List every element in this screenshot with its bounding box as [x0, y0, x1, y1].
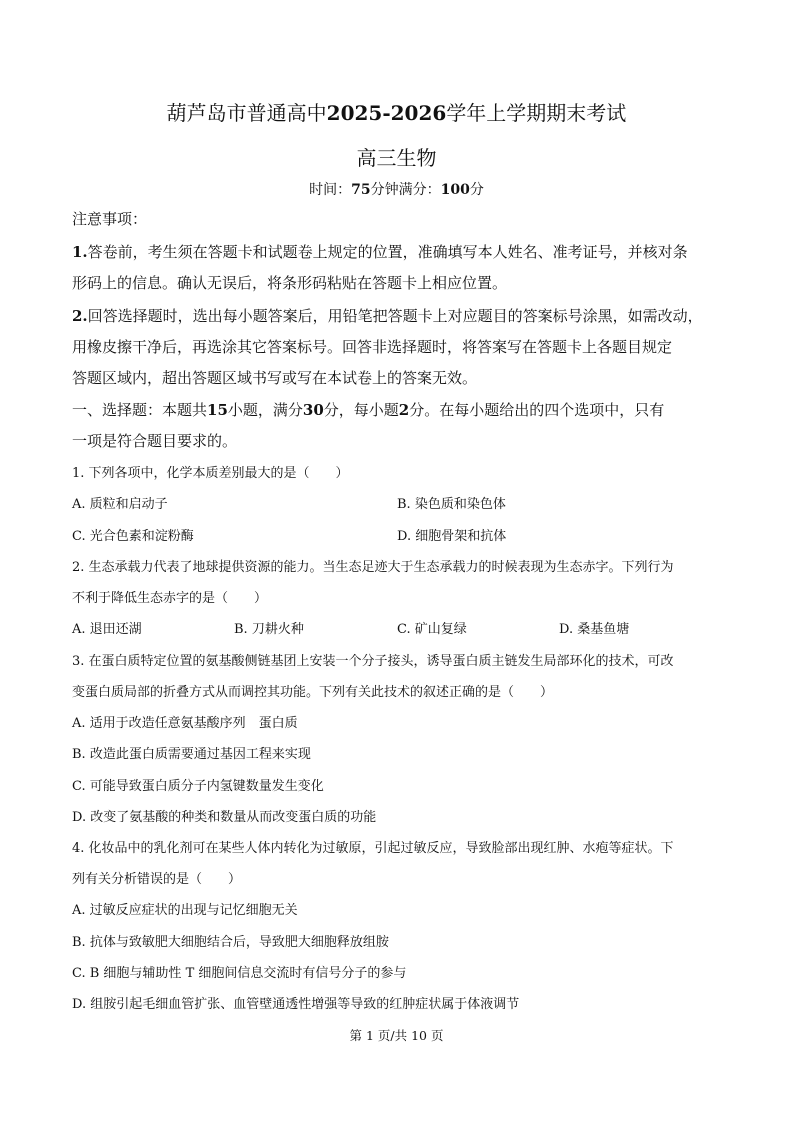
notice-item-2-cont: 答题区域内，超出答题区域书写或写在本试卷上的答案无效。: [72, 369, 478, 387]
question-3-option-d: D. 改变了氨基酸的种类和数量从而改变蛋白质的功能: [72, 810, 377, 825]
exam-title: 葫芦岛市普通高中2025-2026学年上学期期末考试: [166, 101, 627, 125]
notice-item-2: 2.回答选择题时，选出每小题答案后，用铅笔把答题卡上对应题目的答案标号涂黑，如需改动，: [72, 307, 703, 325]
question-2-stem: 2. 生态承载力代表了地球提供资源的能力。当生态足迹大于生态承载力的时候表现为生态赤字。下列行为: [72, 560, 674, 575]
exam-subject: 高三生物: [356, 146, 437, 170]
question-1-option-b: B. 染色质和染色体: [397, 497, 506, 512]
exam-time-score: 时间：75分钟满分：100分: [309, 182, 484, 198]
question-4-option-a: A. 过敏反应症状的出现与记忆细胞无关: [72, 903, 298, 918]
question-3-option-b: B. 改造此蛋白质需要通过基因工程来实现: [72, 747, 311, 762]
question-1-option-c: C. 光合色素和淀粉酶: [72, 529, 194, 544]
section-heading-cont: 一项是符合题目要求的。: [72, 432, 238, 450]
question-4-stem-cont: 列有关分析错误的是（ ）: [72, 872, 242, 887]
question-2-option-a: A. 退田还湖: [72, 622, 142, 637]
question-1-option-d: D. 细胞骨架和抗体: [397, 529, 507, 544]
exam-year: 2025-2026: [326, 101, 447, 125]
question-2-option-d: D. 桑基鱼塘: [559, 622, 630, 637]
question-4-stem: 4. 化妆品中的乳化剂可在某些人体内转化为过敏原，引起过敏反应，导致脸部出现红肿、水疱等症状。下: [72, 841, 674, 856]
question-4-option-b: B. 抗体与致敏肥大细胞结合后，导致肥大细胞释放组胺: [72, 935, 389, 950]
question-2-option-c: C. 矿山复绿: [397, 622, 467, 637]
question-1-option-a: A. 质粒和启动子: [72, 497, 168, 512]
notice-item-2-cont: 用橡皮擦干净后，再选涂其它答案标号。回答非选择题时，将答案写在答题卡上各题目规定: [72, 338, 673, 356]
question-1-stem: 1. 下列各项中，化学本质差别最大的是（ ）: [72, 466, 349, 481]
question-4-option-d: D. 组胺引起毛细血管扩张、血管壁通透性增强等导致的红肿症状属于体液调节: [72, 997, 520, 1012]
question-3-option-c: C. 可能导致蛋白质分子内氢键数量发生变化: [72, 779, 324, 794]
question-3-stem-cont: 变蛋白质局部的折叠方式从而调控其功能。下列有关此技术的叙述正确的是（ ）: [72, 685, 554, 700]
notice-item-1: 1.答卷前，考生须在答题卡和试题卷上规定的位置，准确填写本人姓名、准考证号，并核对条: [72, 243, 688, 261]
question-3-option-a: A. 适用于改造任意氨基酸序列 蛋白质: [72, 716, 298, 731]
page-number: 第 1 页/共 10 页: [349, 1028, 444, 1043]
question-2-option-b: B. 刀耕火种: [234, 622, 304, 637]
notice-item-1-cont: 形码上的信息。确认无误后，将条形码粘贴在答题卡上相应位置。: [72, 274, 508, 292]
question-4-option-c: C. B 细胞与辅助性 T 细胞间信息交流时有信号分子的参与: [72, 966, 407, 981]
section-heading: 一、选择题：本题共15小题，满分30分，每小题2分。在每小题给出的四个选项中，只有: [72, 401, 665, 419]
question-2-stem-cont: 不利于降低生态赤字的是（ ）: [72, 591, 268, 606]
question-3-stem: 3. 在蛋白质特定位置的氨基酸侧链基团上安装一个分子接头，诱导蛋白质主链发生局部环化的技术，可改: [72, 654, 674, 669]
notice-heading: 注意事项：: [72, 210, 148, 228]
